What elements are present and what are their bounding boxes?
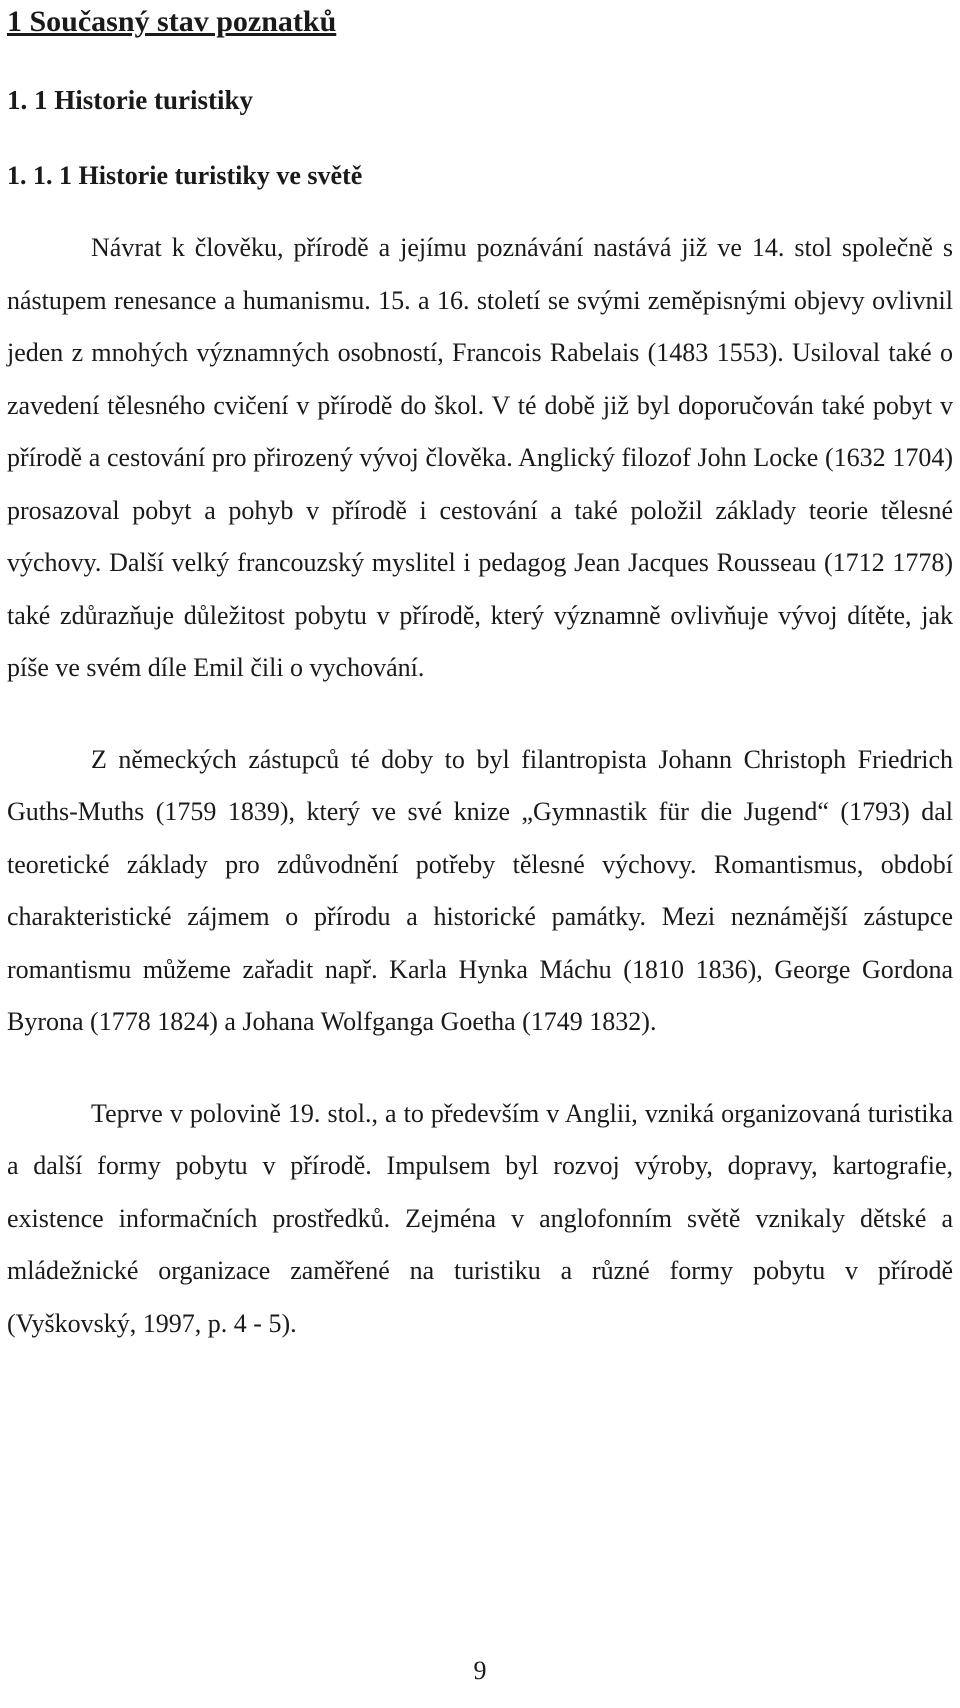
- paragraph-german-representatives: Z německých zástupců té doby to byl filantropista Johann Christoph Friedrich Guths-Muths (1759 1839), který ve své knize „Gymnastik für die Jugend“ (1793) dal teoretické základy pro zdůvodnění potřeby tělesné výchovy. Romantismus, období charakteristické zájmem o přírodu a historické památky. Mezi neznámější zástupce romantismu můžeme zařadit např. Karla Hynka Máchu (1810 1836), George Gordona Byrona (1778 1824) a Johana Wolfganga Goetha (1749 1832).: [7, 744, 953, 1036]
- page-number: 9: [473, 1656, 487, 1685]
- subsection-heading: 1. 1. 1 Historie turistiky ve světě: [7, 161, 363, 190]
- chapter-heading: 1 Současný stav poznatků: [7, 5, 337, 38]
- section-heading: 1. 1 Historie turistiky: [7, 85, 253, 115]
- paragraph-organized-tourism: Teprve v polovině 19. stol., a to především v Anglii, vzniká organizovaná turistika a další formy pobytu v přírodě. Impulsem byl rozvoj výroby, dopravy, kartografie, existence informačních prostředků. Zejména v anglofonním světě vznikaly dětské a mládežnické organizace zaměřené na turistiku a různé formy pobytu v přírodě (Vyškovský, 1997, p. 4 - 5).: [7, 1098, 953, 1338]
- paragraph-renaissance: Návrat k člověku, přírodě a jejímu poznávání nastává již ve 14. stol společně s nástupem renesance a humanismu. 15. a 16. století se svými zeměpisnými objevy ovlivnil jeden z mnohých významných osobností, Francois Rabelais (1483 1553). Usiloval také o zavedení tělesného cvičení v přírodě do škol. V té době již byl doporučován také pobyt v přírodě a cestování pro přirozený vývoj člověka. Anglický filozof John Locke (1632 1704) prosazoval pobyt a pohyb v přírodě i cestování a také položil základy teorie tělesné výchovy. Další velký francouzský myslitel i pedagog Jean Jacques Rousseau (1712 1778) také zdůrazňuje důležitost pobytu v přírodě, který významně ovlivňuje vývoj dítěte, jak píše ve svém díle Emil čili o vychování.: [7, 233, 953, 682]
- document-page: [7, 0, 953, 1350]
